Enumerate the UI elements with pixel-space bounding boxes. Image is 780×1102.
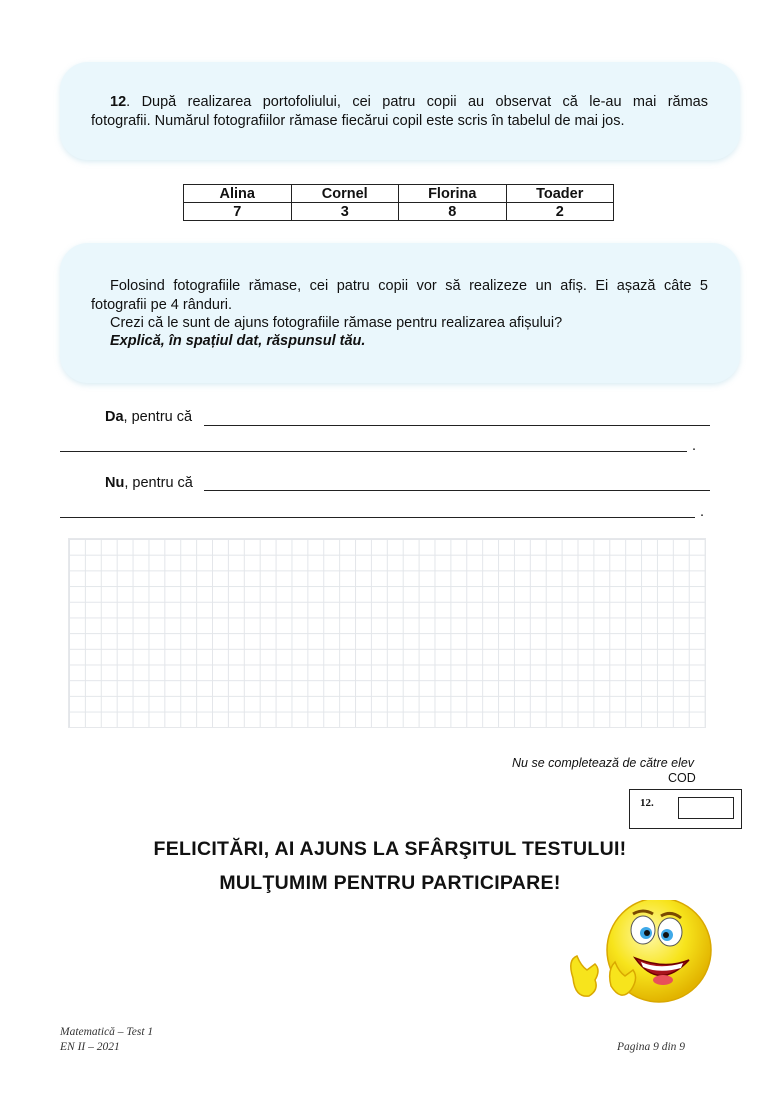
cod-label: COD xyxy=(668,771,696,785)
question-number: 12 xyxy=(110,94,127,110)
answer-no-word: Nu xyxy=(105,475,125,491)
answer-yes-line-1[interactable] xyxy=(204,425,710,426)
answer-yes-line-2[interactable] xyxy=(60,451,687,452)
table-header-cornel: Cornel xyxy=(291,185,399,203)
footer-page: Pagina 9 din 9 xyxy=(617,1041,686,1053)
table-value-row xyxy=(184,203,614,221)
answer-yes-label xyxy=(105,409,192,425)
score-field xyxy=(678,797,734,819)
working-grid[interactable] xyxy=(68,538,706,728)
task-line-3: Crezi că le sunt de ajuns fotografiile rămase pentru realizarea afișului? xyxy=(110,315,563,331)
congrats-line-2: MULŢUMIM PENTRU PARTICIPARE! xyxy=(219,872,561,894)
answer-no-dot: . xyxy=(700,504,705,520)
table-value-cornel: 3 xyxy=(291,203,399,221)
task-line-2: fotografii pe 4 rânduri. xyxy=(91,297,233,313)
task-instruction: Explică, în spațiul dat, răspunsul tău. xyxy=(110,333,366,349)
table-value-toader: 2 xyxy=(506,203,614,221)
answer-no-rest: , pentru că xyxy=(124,475,193,491)
answer-yes-word: Da xyxy=(105,409,124,425)
table-value-alina: 7 xyxy=(184,203,292,221)
smiley-icon xyxy=(555,900,720,1010)
table-header-row xyxy=(184,185,614,203)
footer-exam: EN II – 2021 xyxy=(60,1041,120,1053)
table-value-florina: 8 xyxy=(399,203,507,221)
photos-table xyxy=(183,184,614,221)
answer-yes-rest: , pentru că xyxy=(123,409,193,425)
grader-note: Nu se completează de către elev xyxy=(512,756,695,770)
task-line-1: Folosind fotografiile rămase, cei patru copii vor să realizeze un afiș. Ei așază câte 5 xyxy=(110,278,708,294)
congrats-line-1: FELICITĂRI, AI AJUNS LA SFÂRŞITUL TESTULUI! xyxy=(153,838,627,860)
table-header-alina: Alina xyxy=(184,185,292,203)
answer-no-line-2[interactable] xyxy=(60,517,695,518)
answer-yes-dot: . xyxy=(692,438,697,454)
question-line-1 xyxy=(110,93,708,112)
answer-no-line-1[interactable] xyxy=(204,490,710,491)
answer-no-label xyxy=(105,475,193,491)
question-line-2: fotografii. Numărul fotografiilor rămase fiecărui copil este scris în tabelul de mai jos. xyxy=(91,113,625,129)
table-header-toader: Toader xyxy=(506,185,614,203)
table-header-florina: Florina xyxy=(399,185,507,203)
question-text-1: . După realizarea portofoliului, cei patru copii au observat că le-au mai rămas xyxy=(126,94,708,110)
score-item-number: 12. xyxy=(640,797,654,809)
footer-subject: Matematică – Test 1 xyxy=(60,1026,154,1038)
score-box xyxy=(629,789,742,829)
